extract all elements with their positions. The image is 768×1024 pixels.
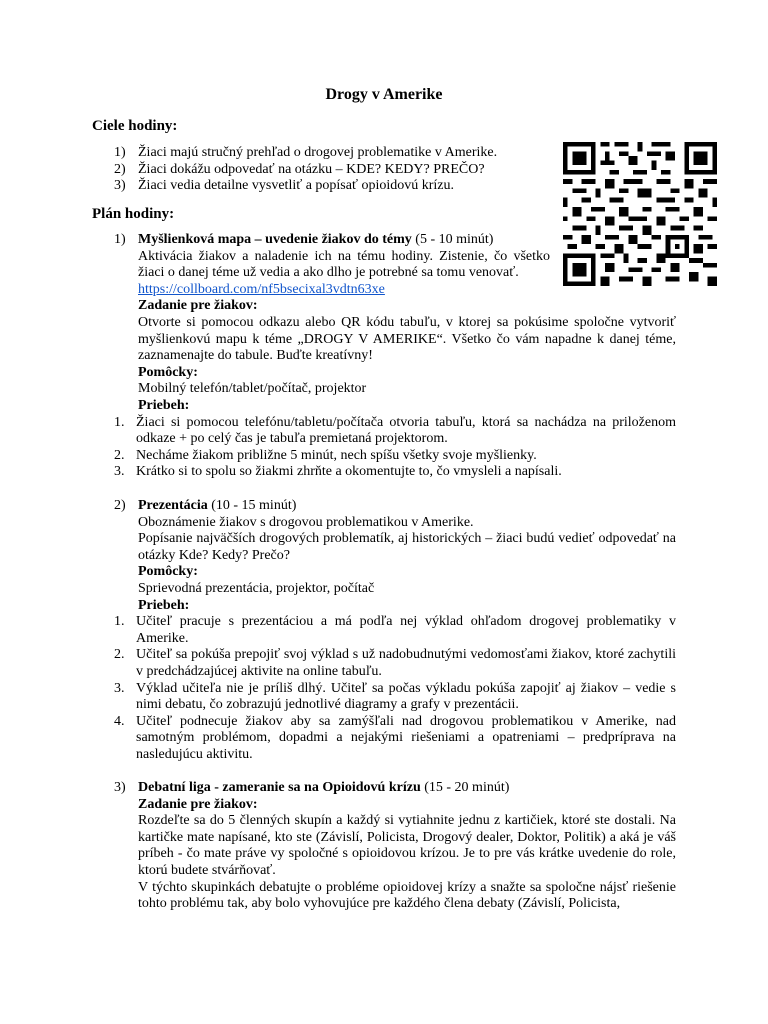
list-item: 1. Učiteľ pracuje s prezentáciou a má podľa nej výklad ohľadom drogovej problematiky v Amerike. (114, 614, 676, 646)
goal-item: 1) Žiaci majú stručný prehľad o drogovej problematike v Amerike. (114, 145, 498, 160)
goal-item: 2) Žiaci dokážu odpovedať na otázku – KDE? KEDY? PREČO? (114, 161, 485, 177)
list-item: 3. Krátko si to spolu so žiakmi zhrňte a okomentujte to, čo vmysleli a napísali. (114, 464, 562, 480)
section-description: Popísanie najväčších drogových problematík, aj historických – žiaci budú vedieť odpovedať na otázky Kde? Kedy? Prečo? (138, 531, 676, 563)
steps-list (114, 415, 676, 481)
section-mind-map: 1) Myšlienková mapa – uvedenie žiakov do témy (5 - 10 minút) Aktivácia žiakov a naladenie ich na tému hodiny. Zistenie, čo všetko žiaci o danej téme už vedia a ako dlho je potrebné sa tomu venovať. https://collboard.com/nf5bsecixal3vdtn63xe Zadanie pre žiakov: Otvorte si pomocou odkazu alebo QR kódu tabuľu, v ktorej sa pokúsime spoločne vytvoriť myšlienkovú mapu k téme „DROGY V AMERIKE“. Všetko čo vám napadne k danej téme, zaznamenajte do tabule. Buďte kreatívny! Pomôcky: Mobilný telefón/tablet/počítač, projektor Priebeh: 1. Žiaci si pomocou telefónu/tabletu/počítača otvoria tabuľu, ktorá sa nachádza na priloženom odkaze + po celý čas je tabuľa premietaná projektorom. 2. Necháme žiakom približne 5 minút, nech spíšu všetky svoje myšlienky. 3. Krátko si to spolu so žiakmi zhrňte a okomentujte to, čo vmysleli a napísali. (114, 232, 676, 480)
goals-list (114, 145, 554, 195)
tools-label: Pomôcky: (138, 564, 198, 580)
section-presentation: 2) Prezentácia (10 - 15 minút) Oboznámenie žiakov s drogovou problematikou v Amerike. Popísanie najväčších drogových problematík, aj historických – žiaci budú vedieť odpovedať na otázky Kde? Kedy? Prečo? Pomôcky: Sprievodná prezentácia, projektor, počítač Priebeh: 1. Učiteľ pracuje s prezentáciou a má podľa nej výklad ohľadom drogovej problematiky v Amerike. 2. Učiteľ sa pokúša prepojiť svoj výklad s už nadobudnutými vedomosťami žiakov, ktoré zachytili v predchádzajúcej aktivite na online tabuľu. 3. Výklad učiteľa nie je príliš dlhý. Učiteľ sa počas výkladu pokúša zapojiť aj žiakov – vedie s nimi debatu, čo zobrazujú jednotlivé diagramy a grafy v prezentácii. 4. Učiteľ podnecuje žiakov aby sa zamýšľali nad drogovou problematikou v Amerike, nad samotným problémom, dopadmi a nejakými riešeniami a opatreniami – predpríprava na nasledujúcu aktivitu. (114, 498, 676, 762)
list-item: 3. Výklad učiteľa nie je príliš dlhý. Učiteľ sa počas výkladu pokúša zapojiť aj žiakov – vedie s nimi debatu, čo zobrazujú jednotlivé diagramy a grafy v prezentácii. (114, 680, 676, 713)
tools-label: Pomôcky: (138, 364, 198, 380)
task-text: Otvorte si pomocou odkazu alebo QR kódu tabuľu, v ktorej sa pokúsime spoločne vytvoriť myšlienkovú mapu k téme „DROGY V AMERIKE“. Všetko čo vám napadne k danej téme, zaznamenajte do tabule. Buďte kreatívny! (138, 314, 676, 364)
list-item: 2. Učiteľ sa pokúša prepojiť svoj výklad s už nadobudnutými vedomosťami žiakov, ktoré zachytili v predchádzajúcej aktivite na online tabuľu. (114, 647, 676, 679)
goal-item: 3) Žiaci vedia detailne vysvetliť a popísať opioidovú krízu. (114, 178, 454, 194)
list-item: 2. Necháme žiakom približne 5 minút, nech spíšu všetky svoje myšlienky. (114, 447, 537, 463)
plan-heading: Plán hodiny: (92, 206, 175, 222)
task-label: Zadanie pre žiakov: (138, 298, 258, 314)
list-item: 1. Žiaci si pomocou telefónu/tabletu/počítača otvoria tabuľu, ktorá sa nachádza na priloženom odkaze + po celý čas je tabuľa premietaná projektorom. (114, 414, 676, 447)
steps-list (114, 614, 676, 763)
section-debate-league: 3) Debatní liga - zameranie sa na Opioidovú krízu (15 - 20 minút) Zadanie pre žiakov: Rozdeľte sa do 5 členných skupín a každý si vytiahnite jednu z kartičiek, ktoré ste dostali. Na kartičke mate napísané, kto ste (Závislí, Policista, Drogový dealer, Doktor, Politik) a aká je váš príbeh - čo mate práve vy spoločné s opioidovou krízou. Je to pre vás krátke uvedenie do role, ktorú budete stvárňovať. V týchto skupinkách debatujte o probléme opioidovej krízy a snažte sa spoločne nájsť riešenie tohto problému tak, aby bolo vyhovujúce pre každého člena debaty (Závislí, Policista, (114, 780, 676, 912)
section-title: Debatní liga - zameranie sa na Opioidovú krízu (138, 780, 421, 795)
tools-text: Sprievodná prezentácia, projektor, počítač (138, 580, 375, 596)
tools-text: Mobilný telefón/tablet/počítač, projektor (138, 381, 367, 397)
section-title: Prezentácia (138, 498, 208, 513)
collboard-link[interactable]: https://collboard.com/nf5bsecixal3vdtn63xe (138, 281, 385, 297)
process-label: Priebeh: (138, 597, 190, 613)
task-label: Zadanie pre žiakov: (138, 796, 258, 812)
list-item: 4. Učiteľ podnecuje žiakov aby sa zamýšľali nad drogovou problematikou v Amerike, nad samotným problémom, dopadmi a nejakými riešeniami a opatreniami – predpríprava na nasledujúcu aktivitu. (114, 713, 676, 762)
section-intro: Aktivácia žiakov a naladenie ich na tému hodiny. Zistenie, čo všetko žiaci o danej téme už vedia a ako dlho je potrebné sa tomu venovať. (138, 248, 550, 281)
goals-heading: Ciele hodiny: (92, 118, 178, 134)
task-text: Rozdeľte sa do 5 členných skupín a každý si vytiahnite jednu z kartičiek, ktoré ste dostali. Na kartičke mate napísané, kto ste (Závislí, Policista, Drogový dealer, Doktor, Politik) a aká je váš príbeh - čo mate práve vy spoločné s opioidovou krízou. Je to pre vás krátke uvedenie do role, ktorú budete stvárňovať. (138, 813, 676, 878)
process-label: Priebeh: (138, 397, 190, 413)
task-text-continued: V týchto skupinkách debatujte o probléme opioidovej krízy a snažte sa spoločne nájsť riešenie tohto problému tak, aby bolo vyhovujúce pre každého člena debaty (Závislí, Policista, (138, 879, 676, 912)
section-title: Myšlienková mapa – uvedenie žiakov do témy (138, 232, 412, 247)
section-intro: Oboznámenie žiakov s drogovou problematikou v Amerike. (138, 514, 474, 530)
document-title: Drogy v Amerike (325, 86, 443, 103)
